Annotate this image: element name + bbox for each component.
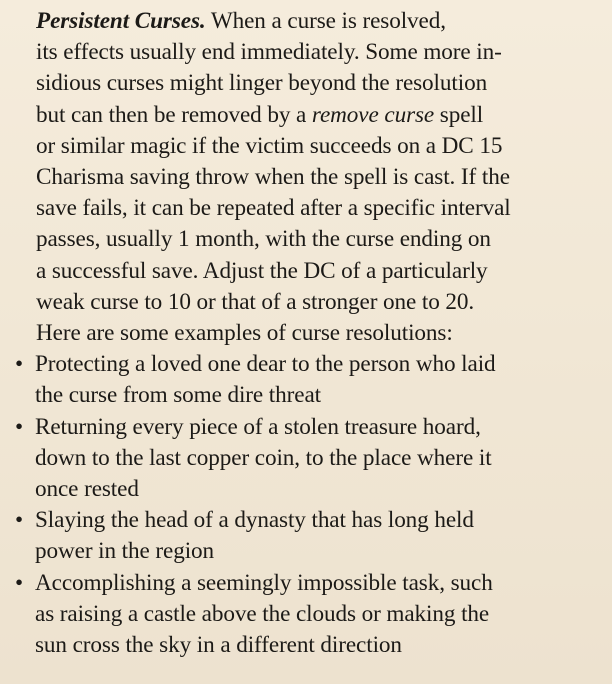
spell-name: remove curse <box>311 101 435 128</box>
text-line-9: a successful save. Adjust the DC of a particularly <box>36 257 488 284</box>
curse-resolution-list <box>15 349 604 661</box>
bullet-icon: • <box>15 507 24 534</box>
bullet-icon: • <box>15 569 24 596</box>
section-heading: Persistent Curses. <box>36 8 206 34</box>
list-item: • Protecting a loved one dear to the person who laid the curse from some dire threat <box>15 351 496 409</box>
text-line-2: its effects usually end immediately. Some more in- <box>36 39 502 66</box>
text-line-5: or similar magic if the victim succeeds on a DC 15 <box>36 132 503 159</box>
paragraph-persistent-curses <box>15 6 604 318</box>
text-line-7: save fails, it can be repeated after a specific interval <box>36 195 511 222</box>
paragraph-examples-intro: Here are some examples of curse resolutions: <box>36 320 453 347</box>
list-item: • Accomplishing a seemingly impossible task, such as raising a castle above the clouds or making the sun cross the sky in a different direction <box>15 569 493 659</box>
text-line-1: Persistent Curses. When a curse is resolved, <box>36 8 446 34</box>
bullet-icon: • <box>15 413 24 440</box>
text-line-8: passes, usually 1 month, with the curse ending on <box>36 226 491 253</box>
list-item: • Slaying the head of a dynasty that has long held power in the region <box>15 507 474 565</box>
text-line-3: sidious curses might linger beyond the resolution <box>36 70 488 97</box>
text-line-6: Charisma saving throw when the spell is cast. If the <box>36 164 510 191</box>
bullet-icon: • <box>15 351 24 378</box>
text-line-4: but can then be removed by a remove curse spell <box>36 101 484 128</box>
text-line-10: weak curse to 10 or that of a stronger one to 20. <box>36 288 475 315</box>
list-item: • Returning every piece of a stolen treasure hoard, down to the last copper coin, to the place where it once rested <box>15 413 492 503</box>
